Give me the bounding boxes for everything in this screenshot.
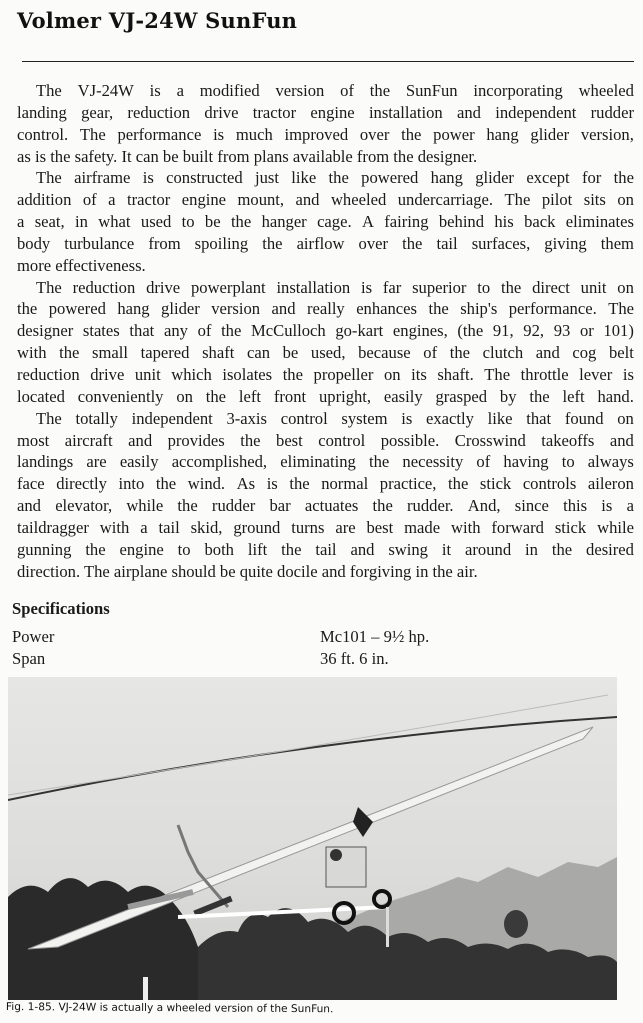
text-line: designer states that any of the McCulloch go-kart engines, (the 91, 92, 93 or 101) xyxy=(17,321,634,341)
spec-label: Span xyxy=(12,649,46,668)
text-line: The totally independent 3-axis control system is exactly like that found on xyxy=(36,408,634,428)
text-line: a seat, in what used to be the hanger cage. A fairing behind his back eliminates xyxy=(17,212,634,232)
text-line: located conveniently on the left front upright, easily grasped by the left hand. xyxy=(17,386,634,406)
article-body xyxy=(17,80,634,582)
text-line: The airframe is constructed just like the powered hang glider except for the xyxy=(36,168,634,188)
text-line: direction. The airplane should be quite docile and forgiving in the air. xyxy=(17,561,478,581)
text-line: taildragger with a tail skid, ground turns are best made with forward stick while xyxy=(17,517,634,537)
pilot-head xyxy=(330,849,342,861)
spec-row-span xyxy=(12,649,612,671)
text-line: addition of a tractor engine mount, and wheeled undercarriage. The pilot sits on xyxy=(17,190,634,210)
text-line: with the small tapered shaft can be used, because of the clutch and cog belt xyxy=(17,343,634,363)
text-line: landing gear, reduction drive tractor engine installation and independent rudder xyxy=(17,102,634,122)
spec-value: Mc101 – 9½ hp. xyxy=(320,627,430,646)
text-line: as is the safety. It can be built from plans available from the designer. xyxy=(17,146,478,166)
text-line: The VJ-24W is a modified version of the SunFun incorporating wheeled xyxy=(36,81,634,100)
figure-caption: Fig. 1-85. VJ-24W is actually a wheeled version of the SunFun. xyxy=(5,1001,334,1016)
pole-2 xyxy=(386,907,389,947)
text-line: more effectiveness. xyxy=(17,255,146,275)
text-line: body turbulance from spoiling the airflow over the tail surfaces, giving them xyxy=(17,233,634,253)
text-line: gunning the engine to both lift the tail and swing it around in the desired xyxy=(17,539,634,559)
spec-row-power xyxy=(12,627,612,649)
text-line: The reduction drive powerplant installation is far superior to the direct unit on xyxy=(36,277,634,297)
aircraft-photo xyxy=(8,677,617,1000)
text-line: reduction drive unit which isolates the propeller on its shaft. The throttle lever is xyxy=(17,364,634,384)
specifications-heading: Specifications xyxy=(12,599,110,618)
text-line: and elevator, while the rudder bar actuates the rudder. And, since this is a xyxy=(17,496,634,516)
spec-value: 36 ft. 6 in. xyxy=(320,649,389,668)
title-divider xyxy=(22,61,634,62)
text-line: face directly into the wind. As is the normal practice, the stick controls aileron xyxy=(17,474,634,494)
text-line: the powered hang glider version and really enhances the ship's performance. The xyxy=(17,299,634,319)
text-line: most aircraft and provides the best control possible. Crosswind takeoffs and xyxy=(17,430,634,450)
text-line: control. The performance is much improved over the power hang glider version, xyxy=(17,124,634,144)
tree-clump xyxy=(504,910,528,938)
page-title: Volmer VJ-24W SunFun xyxy=(17,8,298,33)
text-line: landings are easily accomplished, eliminating the necessity of having to always xyxy=(17,452,634,472)
aircraft-photo-illustration xyxy=(8,677,617,1000)
spec-label: Power xyxy=(12,627,55,646)
pole xyxy=(143,977,148,1000)
